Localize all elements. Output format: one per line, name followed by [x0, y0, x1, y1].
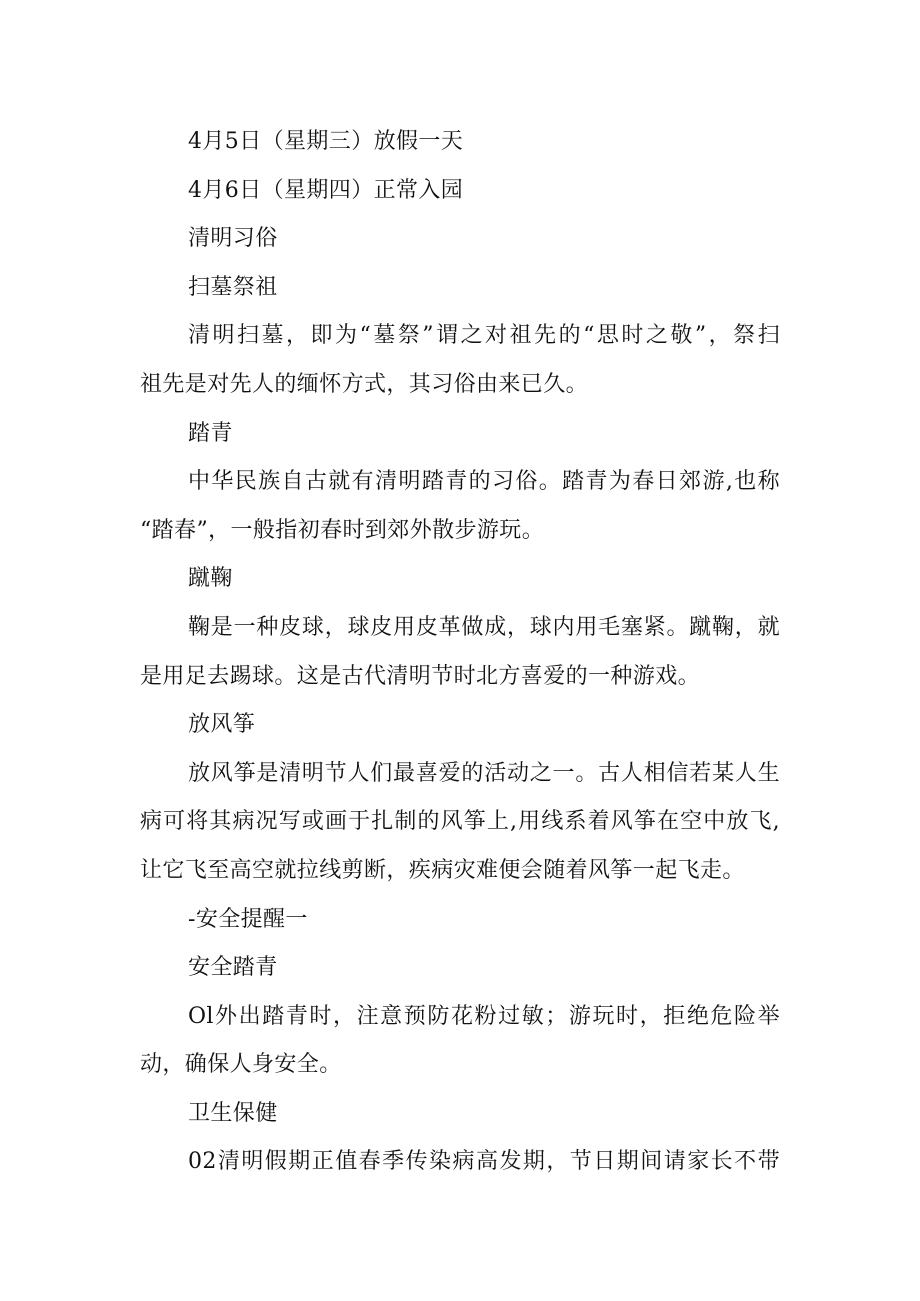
subheading-tomb-sweeping: 扫墓祭祖 — [188, 274, 278, 300]
paragraph-line: 放风筝是清明节人们最喜爱的活动之一。古人相信若某人生 — [188, 760, 780, 786]
subheading-kite: 放风筝 — [188, 712, 256, 738]
paragraph-line: 动，确保人身安全。 — [140, 1052, 342, 1078]
return-date-line: 4月6日（星期四）正常入园 — [188, 177, 464, 203]
paragraph-line: “踏春”，一般指初春时到郊外散步游玩。 — [140, 517, 545, 543]
subheading-outing: 踏青 — [188, 420, 233, 446]
paragraph-line: 清明扫墓，即为“墓祭”谓之对祖先的“思时之敬”，祭扫 — [188, 323, 780, 349]
paragraph-line: 祖先是对先人的缅怀方式，其习俗由来已久。 — [140, 371, 589, 397]
paragraph-line: 让它飞至高空就拉线剪断，疾病灾难便会随着风筝一起飞走。 — [140, 857, 745, 883]
section-heading-safety: -安全提醒一 — [188, 906, 308, 932]
section-heading-customs: 清明习俗 — [188, 226, 278, 252]
paragraph-line: 病可将其病况写或画于扎制的风筝上,用线系着风筝在空中放飞, — [140, 809, 780, 835]
subheading-cuju: 蹴鞠 — [188, 566, 233, 592]
holiday-date-line: 4月5日（星期三）放假一天 — [188, 129, 464, 154]
paragraph-line: 中华民族自古就有清明踏青的习俗。踏青为春日郊游,也称 — [188, 469, 780, 495]
document-body — [140, 118, 780, 1187]
subheading-safe-outing: 安全踏青 — [188, 955, 278, 981]
paragraph-line: Ol外出踏青时，注意预防花粉过敏；游玩时，拒绝危险举 — [188, 1003, 780, 1029]
paragraph-line: 鞠是一种皮球，球皮用皮革做成，球内用毛塞紧。蹴鞠，就 — [188, 614, 780, 640]
subheading-health: 卫生保健 — [188, 1100, 278, 1126]
paragraph-line: 是用足去踢球。这是古代清明节时北方喜爱的一种游戏。 — [140, 663, 701, 689]
paragraph-line: 02清明假期正值春季传染病高发期，节日期间请家长不带 — [188, 1149, 780, 1175]
